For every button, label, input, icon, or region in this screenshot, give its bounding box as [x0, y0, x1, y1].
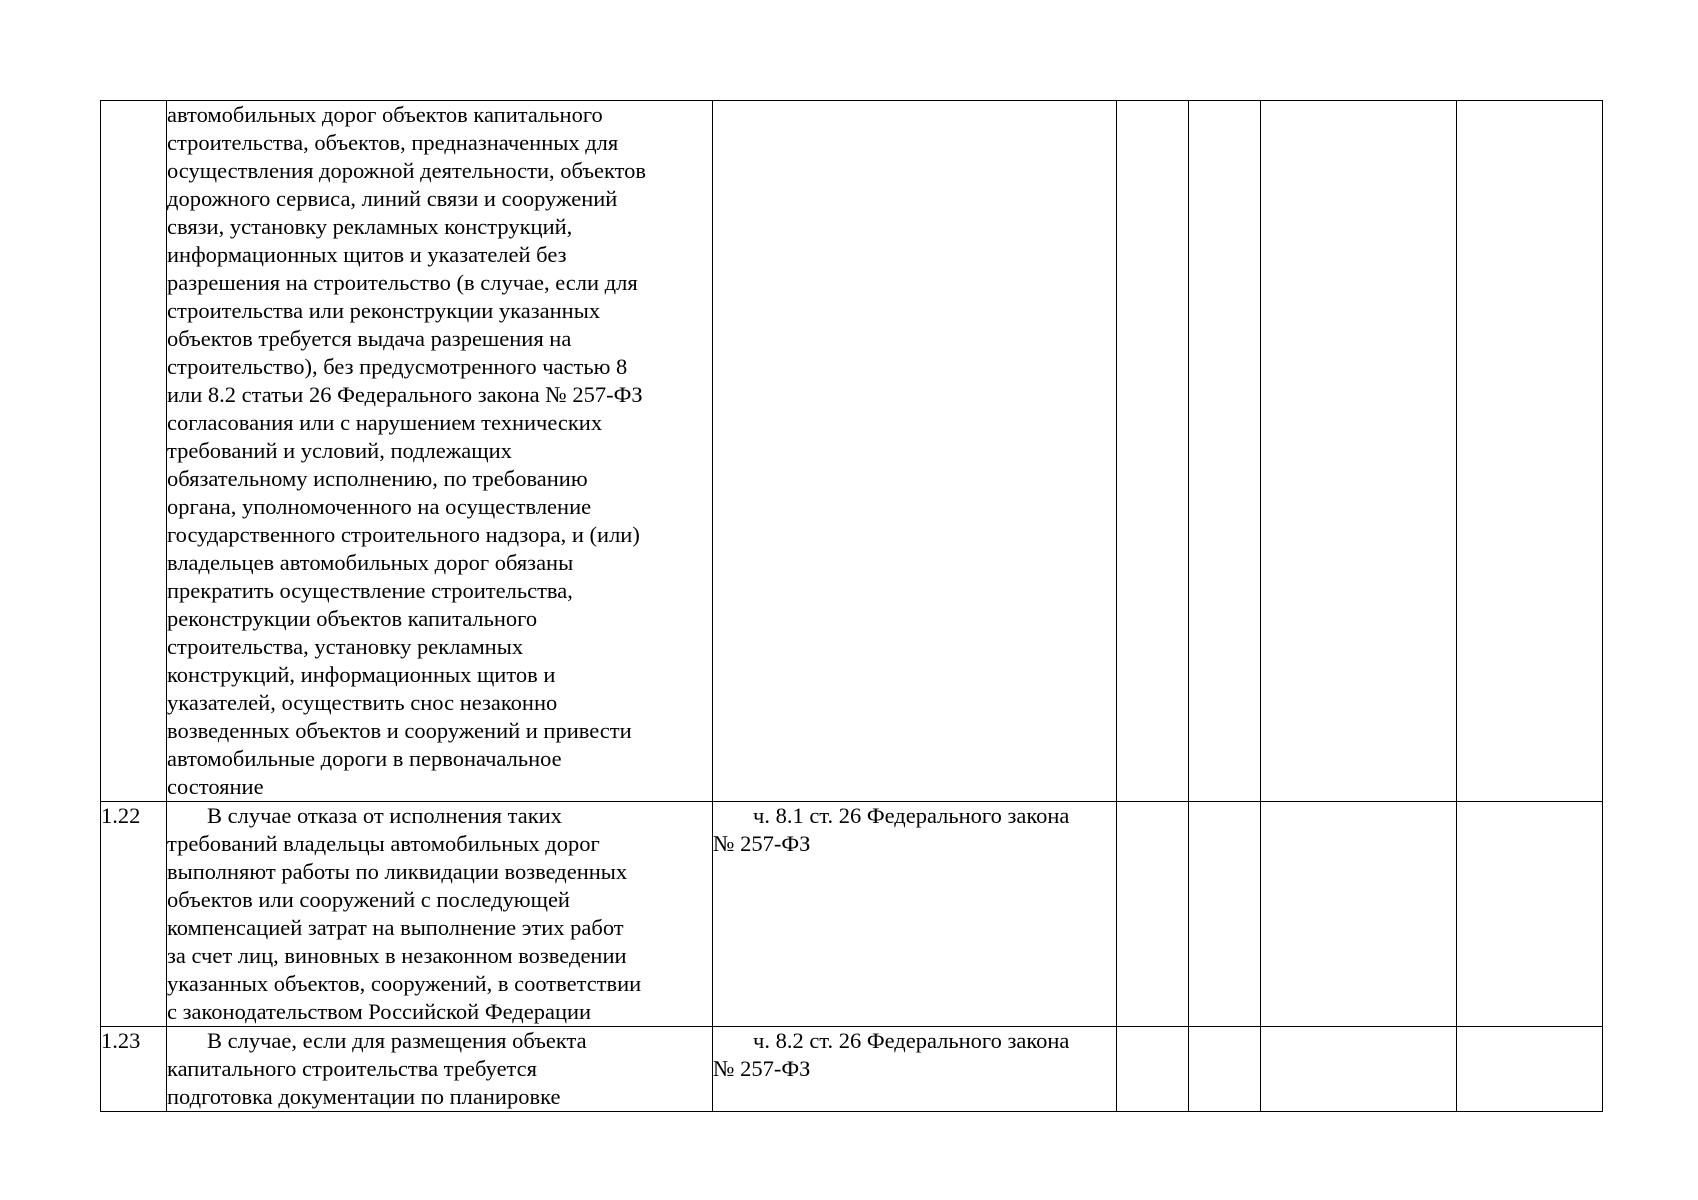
- text-line: за счет лиц, виновных в незаконном возведении: [167, 943, 627, 968]
- row-number: 1.23: [101, 1027, 167, 1112]
- text-line: государственного строительного надзора, и (или): [167, 522, 640, 547]
- text-line: связи, установку рекламных конструкций,: [167, 214, 573, 239]
- table-row: [101, 802, 1603, 1027]
- text-line: информационных щитов и указателей без: [167, 242, 567, 267]
- requirements-table: [100, 100, 1603, 1112]
- text-line: реконструкции объектов капитального: [167, 606, 538, 631]
- text-line: объектов требуется выдача разрешения на: [167, 326, 572, 351]
- text-line: состояние: [167, 774, 264, 799]
- text-line: осуществления дорожной деятельности, объектов: [167, 158, 647, 183]
- legal-basis-cell: [713, 802, 1117, 1027]
- law-line: ч. 8.1 ст. 26 Федерального закона: [753, 803, 1070, 828]
- legal-basis-cell: [713, 101, 1117, 802]
- requirement-text: [167, 802, 713, 1027]
- empty-cell: [1457, 1027, 1603, 1112]
- empty-cell: [1457, 802, 1603, 1027]
- text-line: требований владельцы автомобильных дорог: [167, 831, 600, 856]
- law-line: № 257-ФЗ: [713, 1056, 811, 1081]
- empty-cell: [1457, 101, 1603, 802]
- text-line: требований и условий, подлежащих: [167, 438, 512, 463]
- table-row: [101, 1027, 1603, 1112]
- empty-cell: [1189, 802, 1261, 1027]
- legal-basis-cell: [713, 1027, 1117, 1112]
- empty-cell: [1189, 101, 1261, 802]
- text-line: указанных объектов, сооружений, в соответствии: [167, 971, 642, 996]
- text-line: владельцев автомобильных дорог обязаны: [167, 550, 574, 575]
- law-line: ч. 8.2 ст. 26 Федерального закона: [753, 1028, 1070, 1053]
- empty-cell: [1117, 101, 1189, 802]
- text-line: прекратить осуществление строительства,: [167, 578, 573, 603]
- text-line: с законодательством Российской Федерации: [167, 999, 592, 1024]
- empty-cell: [1189, 1027, 1261, 1112]
- text-line: выполняют работы по ликвидации возведенных: [167, 859, 628, 884]
- row-number: [101, 101, 167, 802]
- text-line: строительство), без предусмотренного частью 8: [167, 354, 628, 379]
- text-line: разрешения на строительство (в случае, если для: [167, 270, 638, 295]
- text-line: компенсацией затрат на выполнение этих работ: [167, 915, 624, 940]
- table-row: [101, 101, 1603, 802]
- text-line: обязательному исполнению, по требованию: [167, 466, 588, 491]
- text-line: дорожного сервиса, линий связи и сооружений: [167, 186, 618, 211]
- text-line: строительства, установку рекламных: [167, 634, 524, 659]
- text-line: объектов или сооружений с последующей: [167, 887, 570, 912]
- requirement-text: [167, 101, 713, 802]
- text-line: органа, уполномоченного на осуществление: [167, 494, 592, 519]
- requirement-text: [167, 1027, 713, 1112]
- row-number: 1.22: [101, 802, 167, 1027]
- empty-cell: [1261, 1027, 1457, 1112]
- text-line: конструкций, информационных щитов и: [167, 662, 556, 687]
- empty-cell: [1117, 1027, 1189, 1112]
- text-line: указателей, осуществить снос незаконно: [167, 690, 558, 715]
- law-line: № 257-ФЗ: [713, 831, 811, 856]
- text-line: автомобильных дорог объектов капитального: [167, 102, 603, 127]
- text-line: строительства или реконструкции указанных: [167, 298, 601, 323]
- empty-cell: [1261, 101, 1457, 802]
- text-line: В случае отказа от исполнения таких: [207, 803, 562, 828]
- text-line: капитального строительства требуется: [167, 1056, 537, 1081]
- empty-cell: [1261, 802, 1457, 1027]
- text-line: подготовка документации по планировке: [167, 1084, 561, 1109]
- text-line: согласования или с нарушением технических: [167, 410, 603, 435]
- text-line: или 8.2 статьи 26 Федерального закона № 257-ФЗ: [167, 382, 643, 407]
- text-line: В случае, если для размещения объекта: [207, 1028, 587, 1053]
- text-line: автомобильные дороги в первоначальное: [167, 746, 562, 771]
- text-line: возведенных объектов и сооружений и привести: [167, 718, 632, 743]
- empty-cell: [1117, 802, 1189, 1027]
- text-line: строительства, объектов, предназначенных для: [167, 130, 619, 155]
